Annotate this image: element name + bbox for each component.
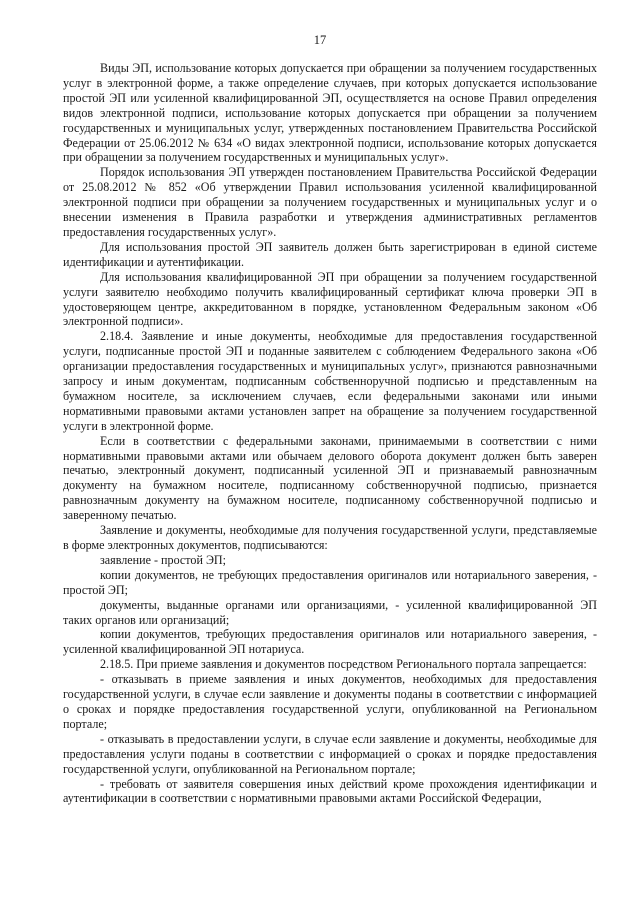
list-item-copies-simple-ep: копии документов, не требующих предоставления оригиналов или нотариального заверения, - простой ЭП;	[63, 567, 597, 597]
paragraph-signing-intro: Заявление и документы, необходимые для получения государственной услуги, представляемые в форме электронных документов, подписываются:	[63, 523, 597, 552]
list-item-refuse-service: - отказывать в предоставлении услуги, в случае если заявление и документы, необходимые для предоставления услуги поданы в соответствии с информацией о сроках и порядке предоставления государственной услуги, опубликованной на Региональном портале;	[63, 731, 597, 776]
page-number: 17	[313, 33, 327, 47]
paragraph-seal-equivalence: Если в соответствии с федеральными законами, принимаемыми в соответствии с ними нормативными правовыми актами или обычаем делового оборота документ должен быть заверен печатью, электронный документ, подписанный усиленной ЭП и признаваемый равнозначным документу на бумажном носителе, подписанному собственноручной подписью, признается равнозначным документу на бумажном носителе, подписанному собственноручной подписью и заверенному печатью.	[63, 433, 597, 523]
list-item-copies-notary-ep: копии документов, требующих предоставления оригиналов или нотариального заверения, - усиленной квалифицированной ЭП нотариуса.	[63, 627, 597, 657]
paragraph-ep-types: Виды ЭП, использование которых допускается при обращении за получением государственных услуг в электронной форме, а также определение случаев, при которых допускается использование простой ЭП или усиленной квалифицированной ЭП, осуществляется на основе Правил определения видов электронной подписи, использование которых допускается при обращении за получением государственных и муниципальных услуг, утвержденных постановлением Правительства Российской Федерации от 25.06.2012 № 634 «О видах электронной подписи, использование которых допускается при обращении за получением государственных и муниципальных услуг».	[63, 61, 597, 165]
list-item-issued-docs-qualified-ep: документы, выданные органами или организациями, - усиленной квалифицированной ЭП таких органов или организаций;	[63, 597, 597, 627]
paragraph-qualified-ep-certificate: Для использования квалифицированной ЭП при обращении за получением государственной услуги заявителю необходимо получить квалифицированный сертификат ключа проверки ЭП в удостоверяющем центре, аккредитованном в порядке, установленном Федеральным законом «Об электронной подписи».	[63, 269, 597, 329]
paragraph-ep-usage-order: Порядок использования ЭП утвержден постановлением Правительства Российской Федерации от 25.08.2012 № 852 «Об утверждении Правил использования усиленной квалифицированной электронной подписи при обращении за получением государственных и муниципальных услуг и о внесении изменения в Правила разработки и утверждения административных регламентов предоставления государственных услуг».	[63, 165, 597, 239]
paragraph-2-18-4: 2.18.4. Заявление и иные документы, необходимые для предоставления государственной услуги, подписанные простой ЭП и поданные заявителем с соблюдением Федерального закона «Об организации предоставления государственных и муниципальных услуг», признаются равнозначными запросу и иным документам, подписанным собственноручной подписью и представленным на бумажном носителе, за исключением случаев, если федеральными законами или иными нормативными правовыми актами установлен запрет на обращение за получением государственной услуги в электронной форме.	[63, 329, 597, 433]
list-item-refuse-reception: - отказывать в приеме заявления и иных документов, необходимых для предоставления государственной услуги, в случае если заявление и документы поданы в соответствии с информацией о сроках и порядке предоставления государственной услуги, опубликованной на Региональном портале;	[63, 672, 597, 731]
list-item-application-simple-ep: заявление - простой ЭП;	[100, 552, 227, 567]
document-body	[63, 61, 597, 806]
paragraph-simple-ep-registration: Для использования простой ЭП заявитель должен быть зарегистрирован в единой системе идентификации и аутентификации.	[63, 239, 597, 269]
paragraph-2-18-5: 2.18.5. При приеме заявления и документов посредством Регионального портала запрещается:	[100, 657, 587, 672]
list-item-require-actions: - требовать от заявителя совершения иных действий кроме прохождения идентификации и аутентификации в соответствии с нормативными правовыми актами Российской Федерации,	[63, 776, 597, 806]
